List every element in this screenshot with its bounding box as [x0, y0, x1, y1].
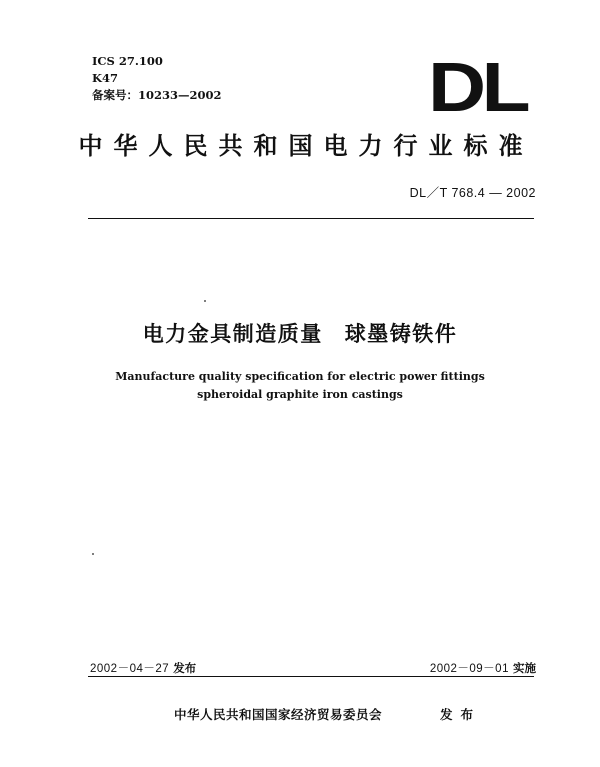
document-title-english-line1: Manufacture quality specification for electric power fittings: [115, 370, 485, 383]
issuing-authority: 中华人民共和国国家经济贸易委员会: [174, 707, 383, 722]
filing-number: 备案号：10233—2002: [92, 88, 222, 102]
title-chinese-part2: 球墨铸铁件: [344, 322, 458, 346]
organization-title: 中华人民共和国电力行业标准: [78, 132, 534, 160]
scan-speck: [204, 300, 206, 302]
implementation-date-value: 2002－09－01: [429, 663, 509, 675]
standard-number: DL／T 768.4 — 2002: [409, 186, 536, 200]
document-title-chinese: [0, 318, 600, 348]
ccs-code: K47: [92, 71, 118, 85]
bottom-divider: [88, 676, 534, 677]
issuing-action: 发布: [440, 707, 482, 722]
issue-date-value: 2002－04－27: [90, 663, 170, 675]
scan-speck: [92, 553, 94, 555]
title-chinese-part1: 电力金具制造质量: [142, 322, 323, 346]
implementation-date: [430, 660, 536, 676]
implementation-date-label: 实施: [513, 661, 536, 675]
issue-date: [90, 660, 196, 676]
issue-date-label: 发布: [173, 661, 197, 675]
document-title-english-line2: spheroidal graphite iron castings: [197, 388, 403, 401]
dl-logo: DL: [428, 48, 527, 126]
top-divider: [88, 218, 534, 219]
ics-code: ICS 27.100: [92, 54, 163, 68]
